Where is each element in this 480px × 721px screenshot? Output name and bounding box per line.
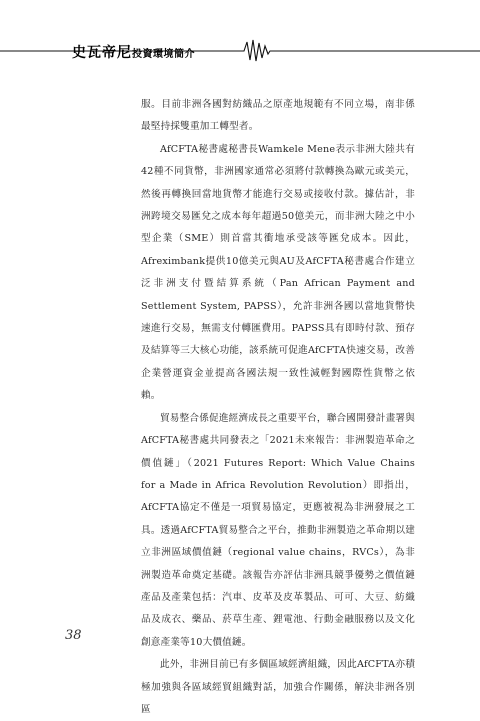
chapter-title: [72, 42, 195, 62]
paragraph: AfCFTA秘書處秘書長Wamkele Mene表示非洲大陸共有42種不同貨幣，非洲國家通常必須將付款轉換為歐元或美元，然後再轉換回當地貨幣才能進行交易或接收付款。據估計，非洲跨境交易匯兌之成本每年超過50億美元，而非洲大陸之中小型企業（SME）則首當其衝地承受該等匯兌成本。因此，Afreximbank提供10億美元與AU及AfCFTA秘書處合作建立泛非洲支付暨結算系統（Pan African Payment and Settlement System, PAPSS），允許非洲各國以當地貨幣快速進行交易，無需支付轉匯費用。PAPSS具有即時付款、預存及結算等三大核心功能，該系統可促進AfCFTA快速交易，改善企業營運資金並提高各國法規一致性減輕對國際性貨幣之依賴。: [141, 143, 415, 402]
paragraph: 此外，非洲目前已有多個區域經濟組織，因此AfCFTA亦積極加強與各區域經貿組織對話，加強合作關係，解決非洲各別區: [141, 659, 415, 715]
chapter-title-main: 史瓦帝尼: [72, 45, 132, 61]
chapter-title-sub: 投資環境簡介: [132, 49, 195, 60]
wave-pulse-icon: [240, 40, 274, 61]
running-header: [0, 0, 480, 70]
paragraph: 服。目前非洲各國對紡織品之原產地規範有不同立場，南非係最堅持採雙重加工轉型者。: [141, 99, 415, 133]
paragraph: 貿易整合係促進經濟成長之重要平台，聯合國開發計畫署與AfCFTA秘書處共同發表之「2021未來報告：非洲製造革命之價值鏈」（2021 Futures Report: Which Value Chains for a Made in Africa Revolution Revolution）即指出，AfCFTA協定不僅是一項貿易協定，更應被視為非洲發展之工具。透過AfCFTA貿易整合之平台，推動非洲製造之革命期以建立非洲區域價值鏈（regional value chains，RVCs），為非洲製造革命奠定基礎。該報告亦評估非洲具競爭優勢之價值鏈產品及產業包括：汽車、皮革及皮革製品、可可、大豆、紡織品及成衣、藥品、菸草生產、鋰電池、行動金融服務以及文化創意產業等10大價值鏈。: [141, 412, 415, 648]
page-number: 38: [65, 628, 82, 643]
body-text: [141, 94, 415, 721]
